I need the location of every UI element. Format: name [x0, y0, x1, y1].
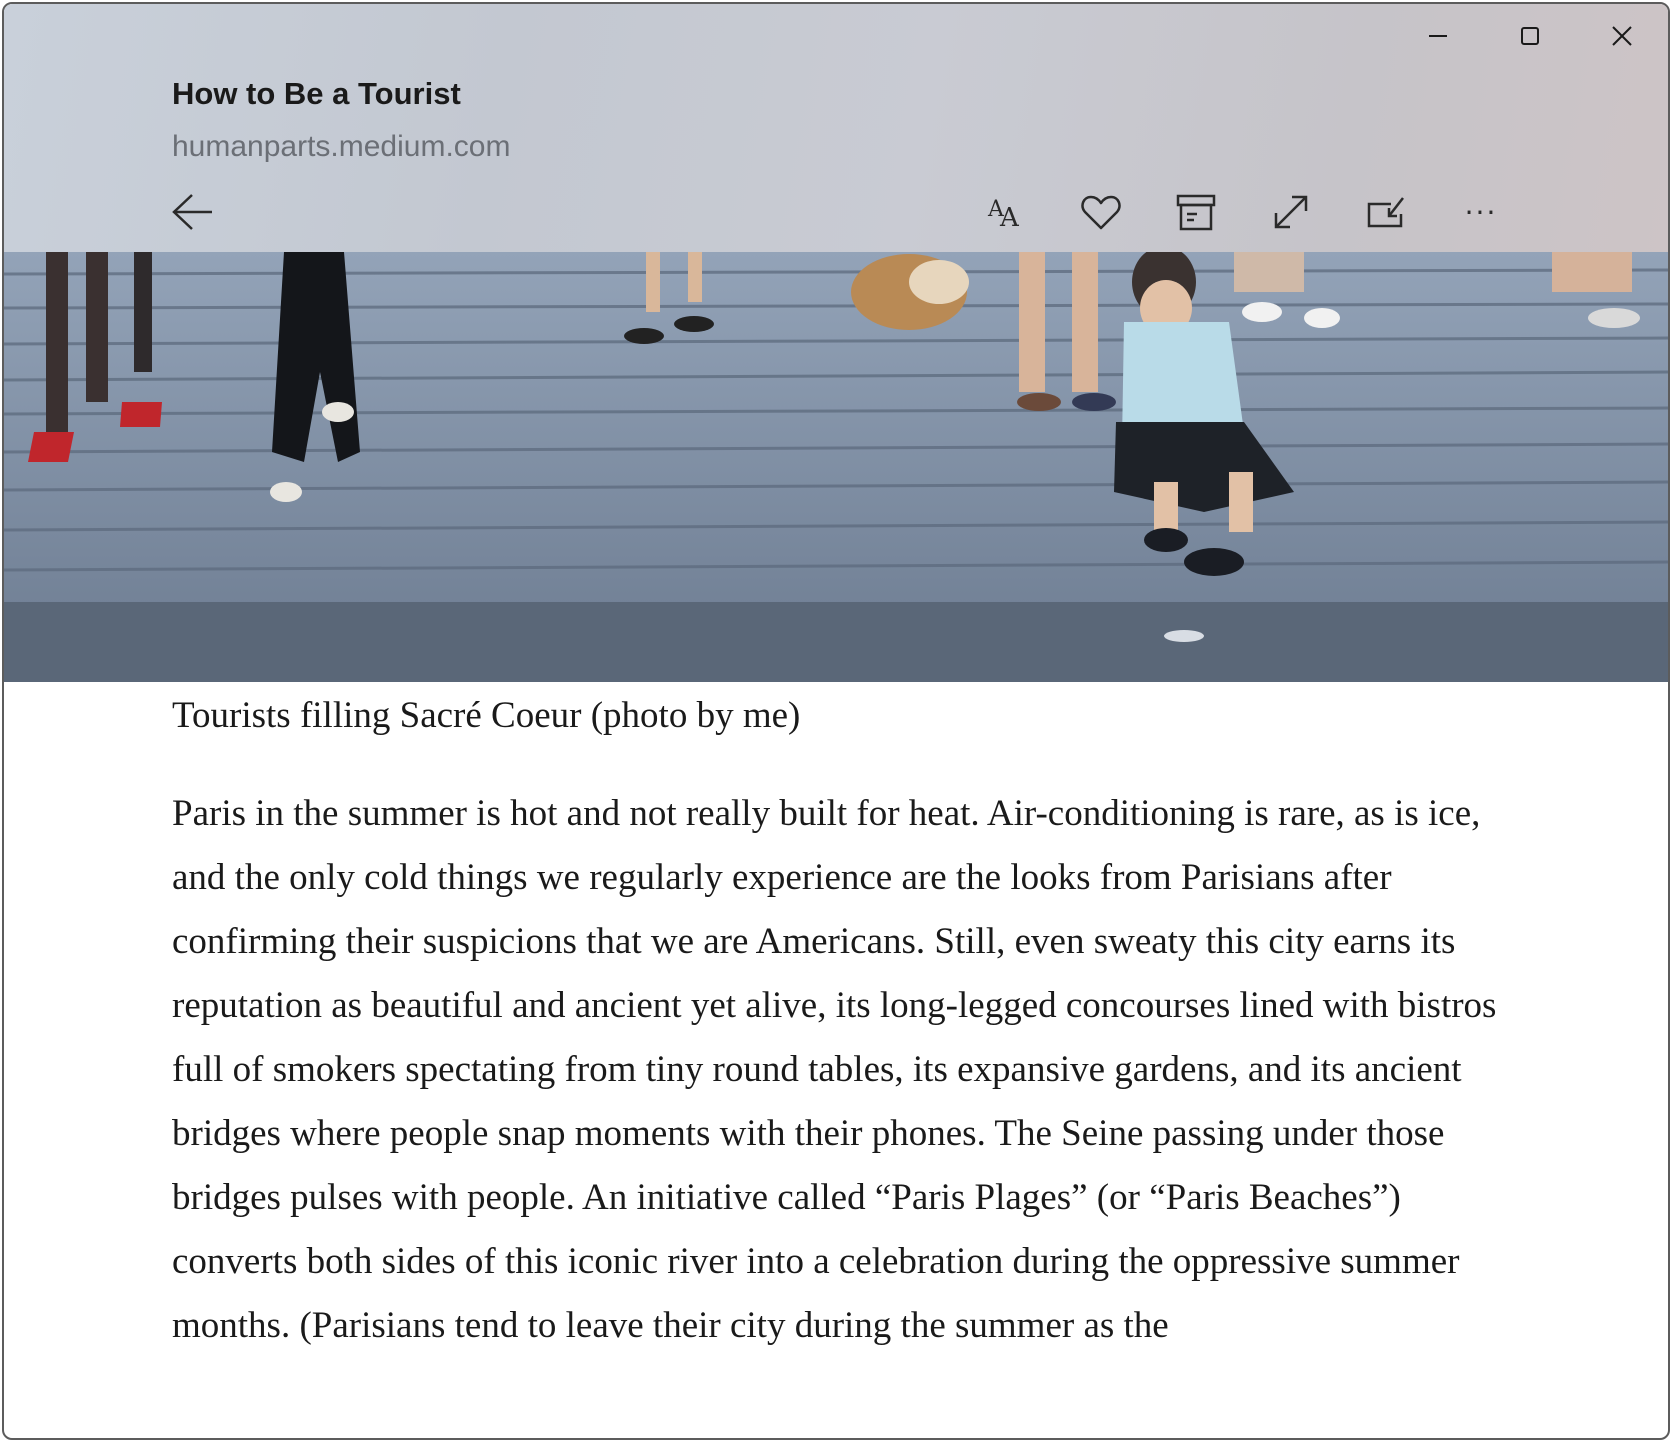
fullscreen-button[interactable] — [1265, 186, 1317, 238]
article-title: How to Be a Tourist — [172, 76, 461, 111]
favorite-button[interactable] — [1075, 186, 1127, 238]
reader-toolbar — [980, 186, 1550, 238]
text-size-button[interactable] — [980, 186, 1032, 238]
back-arrow-icon — [170, 192, 214, 232]
expand-icon — [1270, 191, 1312, 233]
more-options-button[interactable] — [1455, 186, 1507, 238]
window-controls — [1392, 4, 1668, 68]
svg-text:A: A — [1000, 203, 1019, 232]
article-body — [172, 782, 1532, 1358]
text-size-icon — [986, 192, 1026, 232]
article-domain[interactable]: humanparts.medium.com — [172, 130, 511, 163]
photo-caption: Tourists filling Sacré Coeur (photo by me) — [172, 695, 801, 736]
heart-icon — [1080, 192, 1122, 232]
share-icon — [1365, 192, 1407, 232]
close-icon — [1611, 25, 1633, 47]
article-paragraph: Paris in the summer is hot and not really built for heat. Air-conditioning is rare, as is ice, and the only cold things we regularly experience are the looks from Parisians after confirming their suspicions that we are Americans. Still, even sweaty this city earns its reputation as beautiful and ancient yet alive, its long-legged concourses lined with bistros full of smokers spectating from tiny round tables, its expansive gardens, and its ancient bridges where people snap moments with their phones. The Seine passing under those bridges pulses with people. An initiative called “Paris Plages” (or “Paris Beaches”) converts both sides of this iconic river into a celebration during the oppressive summer months. (Parisians tend to leave their city during the summer as the — [172, 793, 1497, 1346]
close-button[interactable] — [1576, 4, 1668, 68]
minimize-icon — [1427, 25, 1449, 47]
more-icon: ··· — [1464, 195, 1498, 229]
archive-icon — [1175, 192, 1217, 232]
svg-text:A: A — [988, 197, 1004, 222]
maximize-button[interactable] — [1484, 4, 1576, 68]
maximize-icon — [1519, 25, 1541, 47]
reader-header — [4, 4, 1668, 252]
minimize-button[interactable] — [1392, 4, 1484, 68]
article-photo — [4, 252, 1670, 682]
steps-photo-image — [4, 252, 1670, 682]
archive-button[interactable] — [1170, 186, 1222, 238]
reader-window — [2, 2, 1670, 1440]
back-button[interactable] — [166, 186, 218, 238]
open-in-browser-button[interactable] — [1360, 186, 1412, 238]
